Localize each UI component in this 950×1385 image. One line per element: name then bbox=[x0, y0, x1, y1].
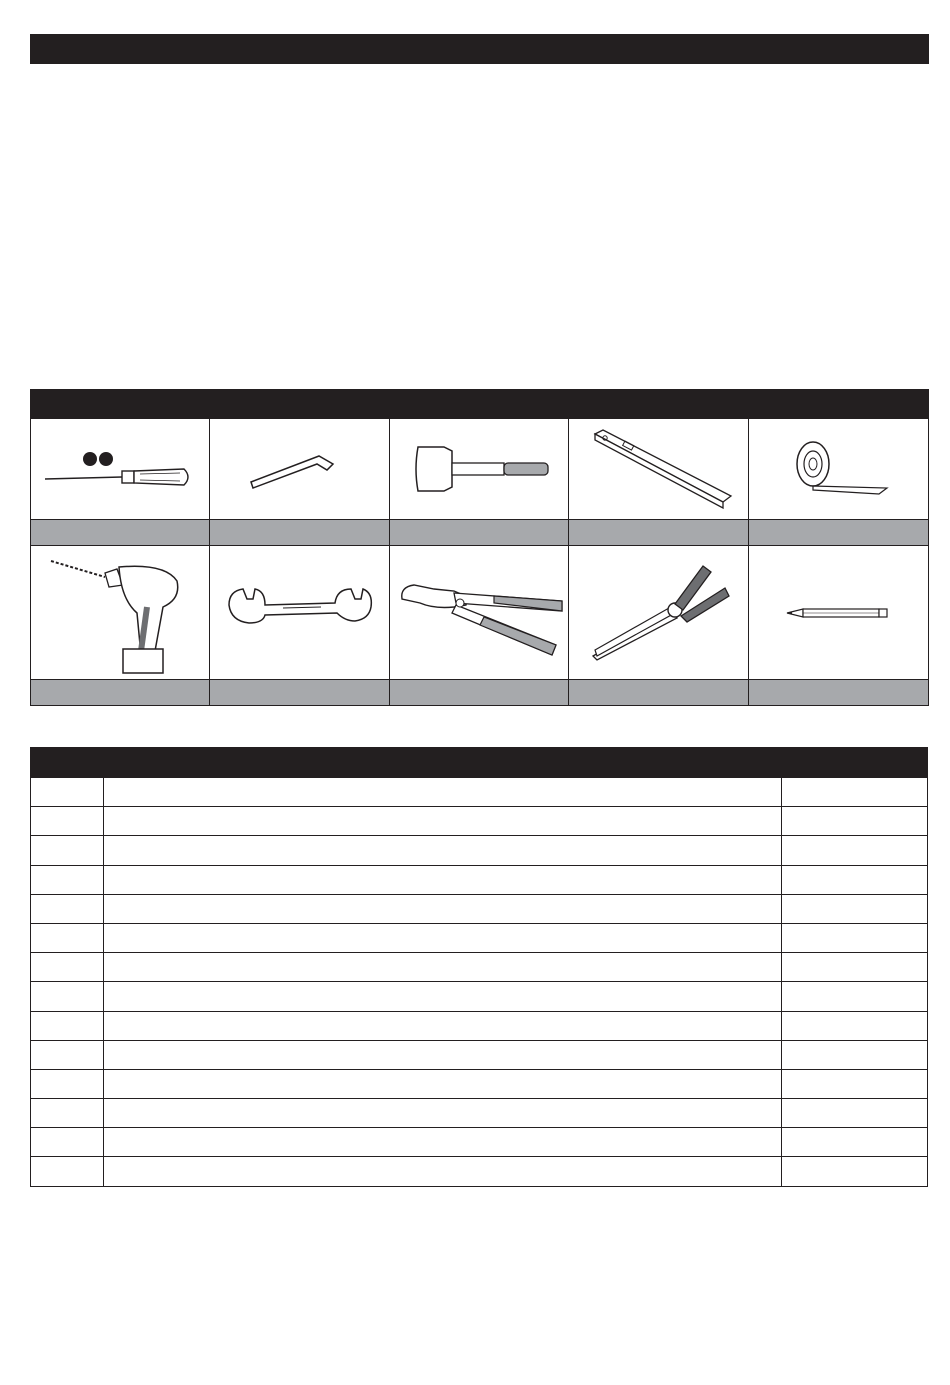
part-quantity bbox=[782, 1099, 927, 1127]
part-number bbox=[31, 1041, 104, 1069]
table-row bbox=[31, 1069, 927, 1098]
part-number bbox=[31, 807, 104, 835]
part-description bbox=[104, 1099, 782, 1127]
table-row bbox=[31, 981, 927, 1010]
table-row bbox=[31, 1127, 927, 1156]
table-row bbox=[31, 1011, 927, 1040]
part-quantity bbox=[782, 1041, 927, 1069]
part-description bbox=[104, 836, 782, 864]
tool-cell-spirit-level bbox=[569, 419, 748, 546]
tool-label bbox=[749, 679, 928, 705]
tool-cell-needle-nose-pliers bbox=[569, 546, 748, 705]
tools-required-panel bbox=[30, 389, 929, 706]
part-quantity bbox=[782, 982, 927, 1010]
table-row bbox=[31, 923, 927, 952]
tool-label bbox=[31, 679, 209, 705]
tool-label bbox=[31, 519, 209, 546]
table-row bbox=[31, 777, 927, 806]
mallet-icon bbox=[404, 439, 554, 499]
tools-heading bbox=[31, 390, 928, 419]
part-quantity bbox=[782, 866, 927, 894]
part-number bbox=[31, 778, 104, 806]
part-quantity bbox=[782, 1070, 927, 1098]
part-quantity bbox=[782, 924, 927, 952]
part-quantity bbox=[782, 1012, 927, 1040]
part-quantity bbox=[782, 778, 927, 806]
part-description bbox=[104, 982, 782, 1010]
spirit-level-icon bbox=[583, 426, 733, 512]
table-row bbox=[31, 894, 927, 923]
part-description bbox=[104, 778, 782, 806]
tool-cell-pencil bbox=[749, 546, 928, 705]
needle-nose-pliers-icon bbox=[583, 558, 733, 668]
part-number bbox=[31, 982, 104, 1010]
page-title-bar bbox=[30, 34, 929, 64]
parts-list-table bbox=[30, 747, 928, 1187]
part-description bbox=[104, 1041, 782, 1069]
tool-label bbox=[390, 519, 568, 546]
tool-cell-mallet bbox=[390, 419, 569, 546]
table-row bbox=[31, 952, 927, 981]
tool-cell-hex-key bbox=[210, 419, 389, 546]
hex-key-icon bbox=[245, 444, 355, 494]
table-row bbox=[31, 1098, 927, 1127]
part-number bbox=[31, 1099, 104, 1127]
table-row bbox=[31, 835, 927, 864]
part-number bbox=[31, 1070, 104, 1098]
part-number bbox=[31, 924, 104, 952]
part-description bbox=[104, 807, 782, 835]
part-description bbox=[104, 1012, 782, 1040]
power-drill-icon bbox=[45, 551, 195, 675]
part-number bbox=[31, 895, 104, 923]
slip-joint-pliers-icon bbox=[394, 563, 564, 663]
pencil-icon bbox=[783, 601, 893, 625]
tool-label bbox=[569, 679, 747, 705]
tools-row-2 bbox=[31, 546, 928, 705]
tools-row-1 bbox=[31, 419, 928, 546]
tool-cell-slip-joint-pliers bbox=[390, 546, 569, 705]
table-row bbox=[31, 1040, 927, 1069]
wrench-icon bbox=[225, 583, 375, 643]
part-number bbox=[31, 1157, 104, 1185]
part-quantity bbox=[782, 807, 927, 835]
part-description bbox=[104, 1128, 782, 1156]
part-description bbox=[104, 953, 782, 981]
tool-cell-wrench bbox=[210, 546, 389, 705]
tool-cell-screwdriver bbox=[31, 419, 210, 546]
part-quantity bbox=[782, 953, 927, 981]
part-quantity bbox=[782, 1157, 927, 1185]
part-description bbox=[104, 895, 782, 923]
tool-label bbox=[390, 679, 568, 705]
parts-table-header bbox=[31, 748, 927, 777]
part-number bbox=[31, 866, 104, 894]
tool-label bbox=[210, 679, 388, 705]
tool-label bbox=[210, 519, 388, 546]
tool-label bbox=[569, 519, 747, 546]
tape-roll-icon bbox=[783, 436, 893, 502]
part-description bbox=[104, 866, 782, 894]
part-number bbox=[31, 1012, 104, 1040]
part-description bbox=[104, 1070, 782, 1098]
table-row bbox=[31, 806, 927, 835]
part-number bbox=[31, 953, 104, 981]
part-number bbox=[31, 1128, 104, 1156]
screwdriver-icon bbox=[40, 439, 200, 499]
part-quantity bbox=[782, 1128, 927, 1156]
table-row bbox=[31, 1156, 927, 1185]
part-quantity bbox=[782, 836, 927, 864]
tool-label bbox=[749, 519, 928, 546]
table-row bbox=[31, 865, 927, 894]
part-description bbox=[104, 924, 782, 952]
part-quantity bbox=[782, 895, 927, 923]
part-description bbox=[104, 1157, 782, 1185]
tool-cell-power-drill bbox=[31, 546, 210, 705]
part-number bbox=[31, 836, 104, 864]
tool-cell-tape bbox=[749, 419, 928, 546]
